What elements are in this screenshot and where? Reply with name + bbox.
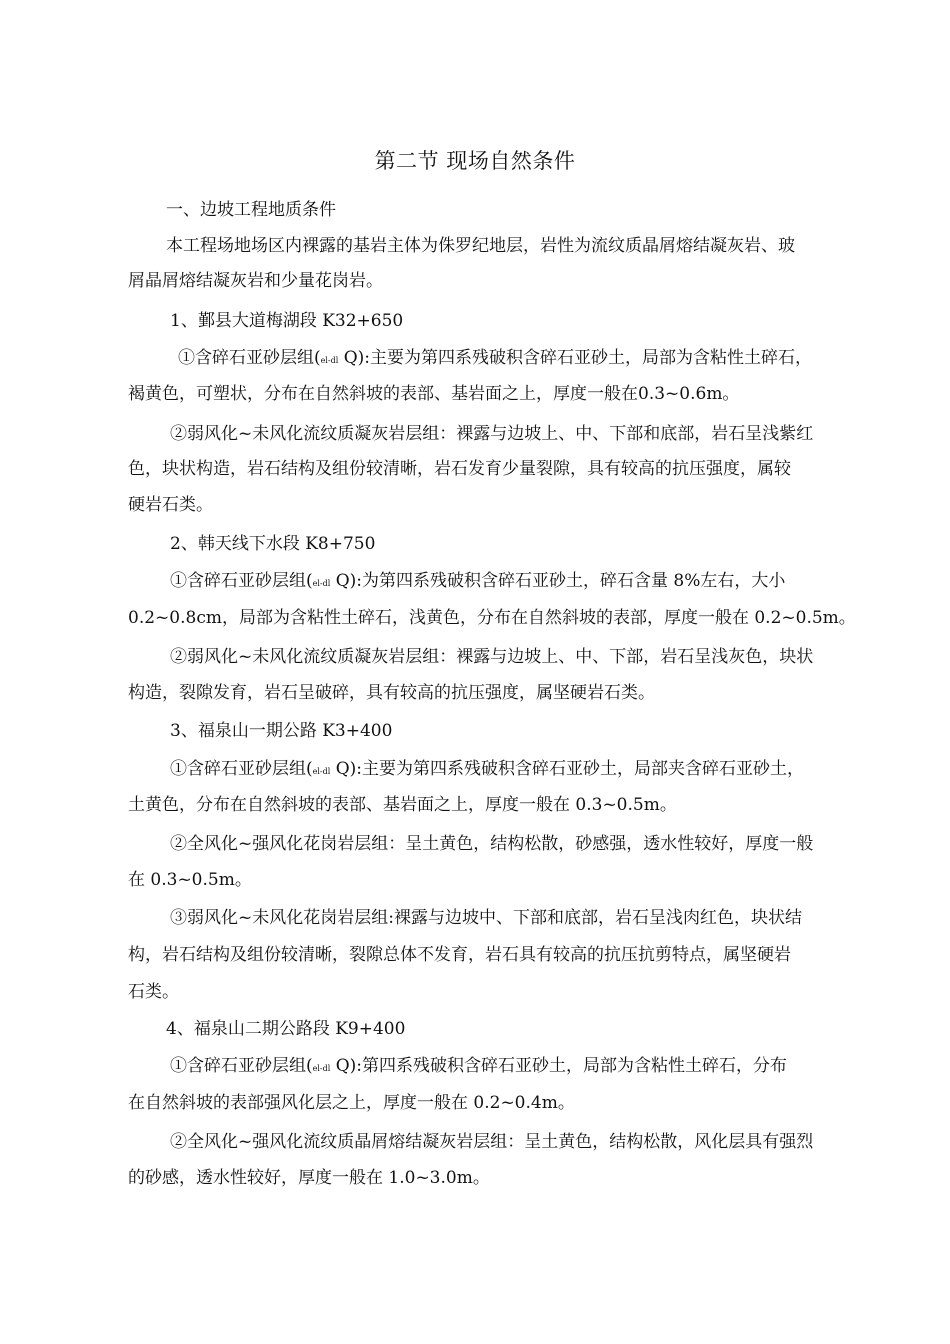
s1-p1-line-1 [178,346,812,373]
s2-p2-line-2: 构造，裂隙发育，岩石呈破碎，具有较高的抗压强度，属坚硬岩石类。 [128,683,655,703]
s4-p2-line-2: 的砂感，透水性较好，厚度一般在 1.0~3.0m。 [128,1168,490,1188]
s3-p2-line-2: 在 0.3~0.5m。 [128,870,252,890]
s3-p3-line-3: 石类。 [128,982,179,1002]
s2-p1-subscript: el-dl [312,579,331,588]
s2-p1-pre: ①含碎石亚砂层组( [170,571,313,591]
s2-p1-post: Q):为第四系残破积含碎石亚砂土，碎石含量 8%左右，大小 [330,571,786,591]
s4-p1-line-1 [170,1054,787,1081]
s1-p2-line-3: 硬岩石类。 [128,495,213,515]
s3-p1-line-2: 土黄色，分布在自然斜坡的表部、基岩面之上，厚度一般在 0.3~0.5m。 [128,795,677,815]
s3-p1-pre: ①含碎石亚砂层组( [170,759,313,779]
s4-p1-subscript: el-dl [312,1064,331,1073]
section-heading: 一、边坡工程地质条件 [166,200,336,220]
subsection-heading-3: 3、福泉山一期公路 K3+400 [170,721,393,741]
s4-p1-post: Q):第四系残破积含碎石亚砂土，局部为含粘性土碎石，分布 [330,1056,788,1076]
s1-p1-subscript: el-dl [320,356,339,365]
s1-p1-post: Q):主要为第四系残破积含碎石亚砂土，局部为含粘性土碎石， [338,348,813,368]
s2-p1-line-2: 0.2~0.8cm，局部为含粘性土碎石，浅黄色，分布在自然斜坡的表部，厚度一般在 0.2~0.5m。 [128,608,856,628]
subsection-heading-4: 4、福泉山二期公路段 K9+400 [166,1019,406,1039]
page-title: 第二节 现场自然条件 [374,149,576,173]
s1-p2-line-2: 色，块状构造，岩石结构及组份较清晰，岩石发育少量裂隙，具有较高的抗压强度，属较 [128,459,791,479]
intro-line-1: 本工程场地场区内裸露的基岩主体为侏罗纪地层，岩性为流纹质晶屑熔结凝灰岩、玻 [166,236,795,256]
intro-line-2: 屑晶屑熔结凝灰岩和少量花岗岩。 [128,271,383,291]
s2-p2-line-1: ②弱风化~未风化流纹质凝灰岩层组：裸露与边坡上、中、下部，岩石呈浅灰色，块状 [170,647,814,667]
s3-p1-post: Q):主要为第四系残破积含碎石亚砂土，局部夹含碎石亚砂土， [330,759,805,779]
subsection-heading-2: 2、韩天线下水段 K8+750 [170,534,376,554]
s3-p2-line-1: ②全风化~强风化花岗岩层组：呈土黄色，结构松散，砂感强，透水性较好，厚度一般 [170,834,814,854]
subsection-heading-1: 1、鄞县大道梅湖段 K32+650 [170,311,404,331]
s3-p3-line-1: ③弱风化~未风化花岗岩层组:裸露与边坡中、下部和底部，岩石呈浅肉红色，块状结 [170,908,802,928]
s2-p1-line-1 [170,569,785,596]
s4-p1-pre: ①含碎石亚砂层组( [170,1056,313,1076]
s3-p3-line-2: 构，岩石结构及组份较清晰，裂隙总体不发育，岩石具有较高的抗压抗剪特点，属坚硬岩 [128,945,791,965]
s1-p2-line-1: ②弱风化~未风化流纹质凝灰岩层组：裸露与边坡上、中、下部和底部，岩石呈浅紫红 [170,424,814,444]
s3-p1-subscript: el-dl [312,767,331,776]
s3-p1-line-1 [170,757,804,784]
s4-p1-line-2: 在自然斜坡的表部强风化层之上，厚度一般在 0.2~0.4m。 [128,1093,575,1113]
s1-p1-pre: ①含碎石亚砂层组( [178,348,321,368]
s1-p1-line-2: 褐黄色，可塑状，分布在自然斜坡的表部、基岩面之上，厚度一般在0.3~0.6m。 [128,384,740,404]
s4-p2-line-1: ②全风化~强风化流纹质晶屑熔结凝灰岩层组：呈土黄色，结构松散，风化层具有强烈 [170,1132,814,1152]
